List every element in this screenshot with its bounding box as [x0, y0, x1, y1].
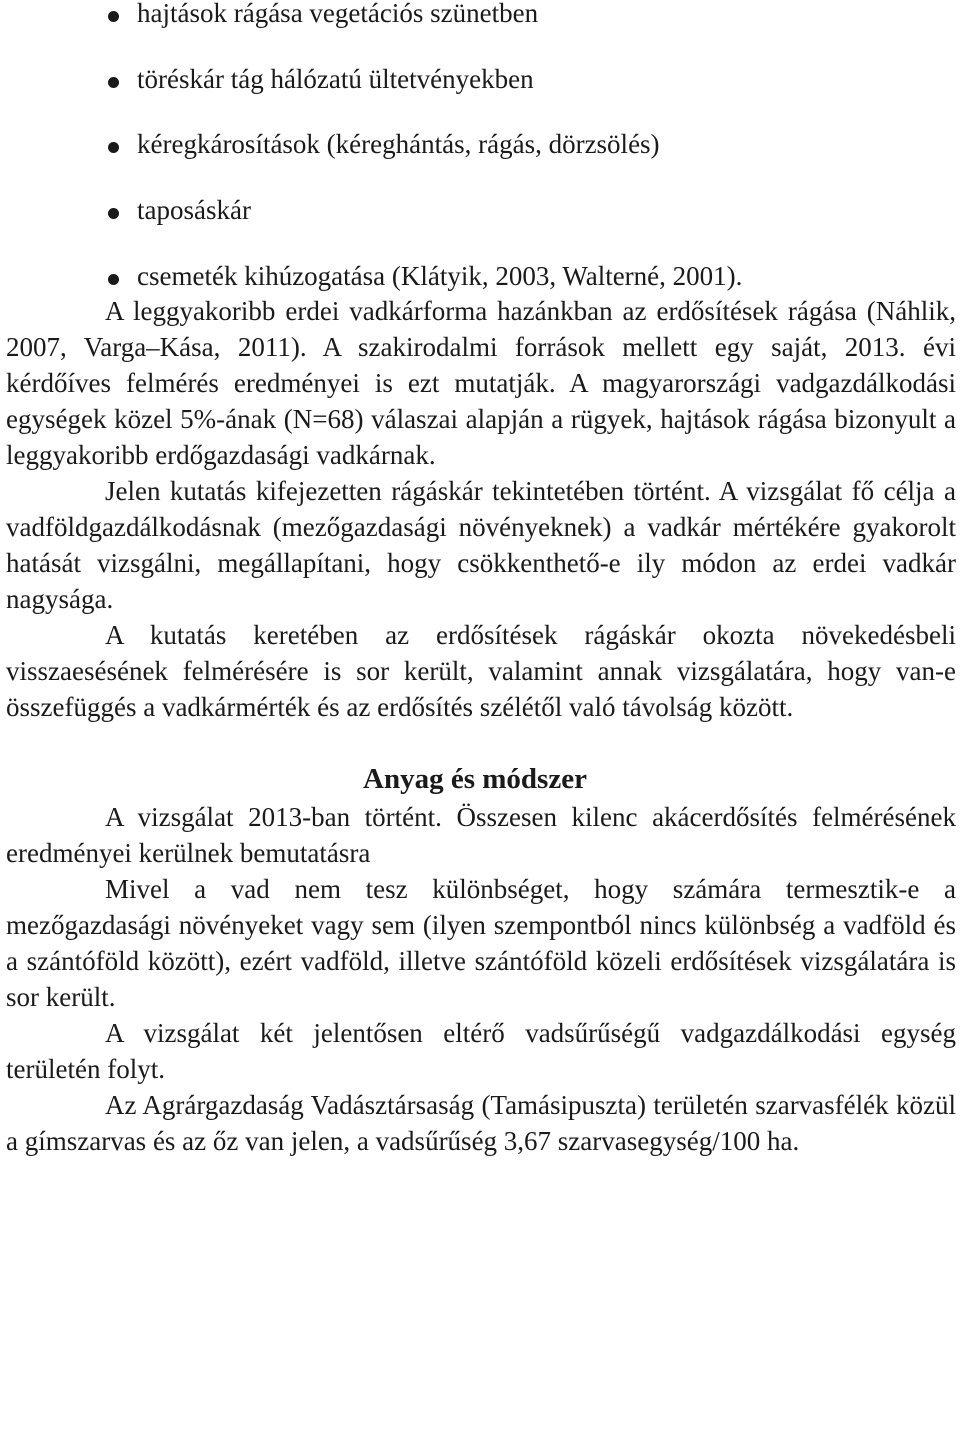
list-item-text: kéregkárosítások (kéreghántás, rágás, dörzsölés) [137, 129, 660, 159]
list-item-text: töréskár tág hálózatú ültetvényekben [137, 64, 534, 94]
list-item [6, 63, 956, 96]
list-item [6, 194, 956, 227]
bullet-icon [108, 274, 119, 285]
list-item-text: taposáskár [137, 195, 251, 225]
list-item [6, 260, 956, 293]
bullet-icon [108, 77, 119, 88]
body-paragraph: A vizsgálat két jelentősen eltérő vadsűrűségű vadgazdálkodási egység területén folyt. [6, 1018, 956, 1084]
bullet-icon [108, 142, 119, 153]
bullet-icon [108, 11, 119, 22]
body-paragraph: Jelen kutatás kifejezetten rágáskár tekintetében történt. A vizsgálat fő célja a vadföldgazdálkodásnak (mezőgazdasági növényeknek) a vadkár mértékére gyakorolt hatását vizsgálni, megállapítani, hogy csökkenthető-e ily módon az erdei vadkár nagysága. [6, 476, 956, 614]
body-paragraph: A leggyakoribb erdei vadkárforma hazánkban az erdősítések rágása (Náhlik, 2007, Varga–Kása, 2011). A szakirodalmi források mellett egy saját, 2013. évi kérdőíves felmérés eredményei is ezt mutatják. A magyarországi vadgazdálkodási egységek közel 5%-ának (N=68) válaszai alapján a rügyek, hajtások rágása bizonyult a leggyakoribb erdőgazdasági vadkárnak. [6, 296, 956, 470]
body-paragraph: A vizsgálat 2013-ban történt. Összesen kilenc akácerdősítés felmérésének eredményei kerülnek bemutatásra [6, 802, 956, 868]
list-item-text: hajtások rágása vegetációs szünetben [137, 0, 539, 28]
list-item [6, 0, 956, 30]
body-paragraph: Mivel a vad nem tesz különbséget, hogy számára termesztik-e a mezőgazdasági növényeket vagy sem (ilyen szempontból nincs különbség a vadföld és a szántóföld között), ezért vadföld, illetve szántóföld közeli erdősítések vizsgálatára is sor került. [6, 874, 956, 1012]
section-heading: Anyag és módszer [363, 763, 587, 795]
list-item-text: csemeték kihúzogatása (Klátyik, 2003, Walterné, 2001). [137, 261, 743, 291]
document-page [6, 0, 956, 1159]
list-item [6, 128, 956, 161]
body-paragraph: Az Agrárgazdaság Vadásztársaság (Tamásipuszta) területén szarvasfélék közül a gímszarvas és az őz van jelen, a vadsűrűség 3,67 szarvasegység/100 ha. [6, 1090, 956, 1156]
bullet-icon [108, 208, 119, 219]
body-paragraph: A kutatás keretében az erdősítések rágáskár okozta növekedésbeli visszaesésének felmérésére is sor került, valamint annak vizsgálatára, hogy van-e összefüggés a vadkármérték és az erdősítés szélétől való távolság között. [6, 620, 956, 722]
bullet-list [6, 0, 956, 293]
